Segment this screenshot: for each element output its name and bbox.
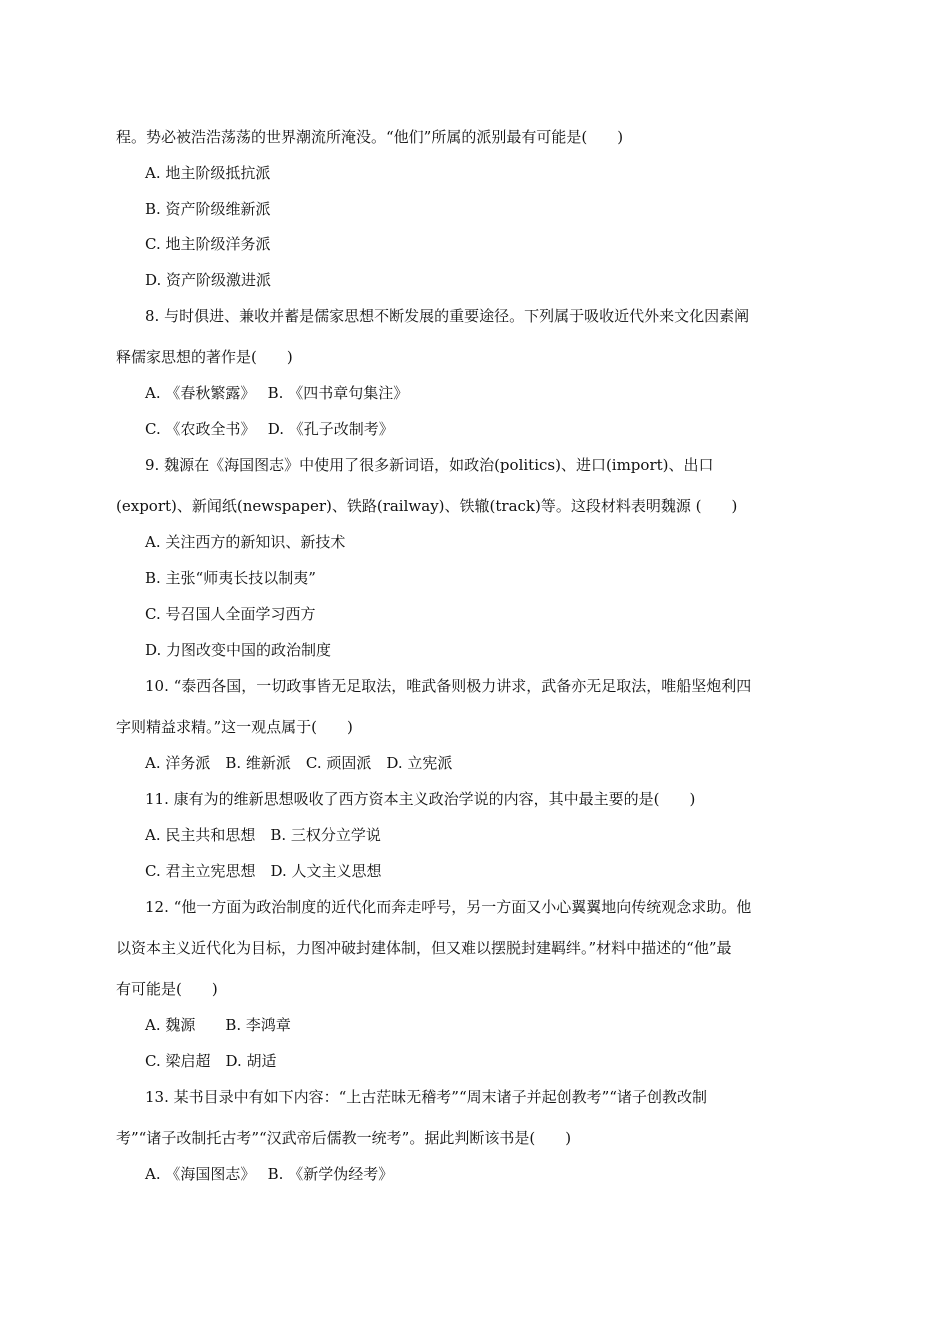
question-line: 12. “他一方面为政治制度的近代化而奔走呼号，另一方面又小心翼翼地向传统观念求助。他: [145, 898, 752, 916]
option-line: B. 资产阶级维新派: [145, 200, 271, 218]
text-line: 考”“诸子改制托古考”“汉武帝后儒教一统考”。据此判断该书是( ): [116, 1129, 572, 1147]
option-line: D. 资产阶级激进派: [145, 271, 272, 289]
option-line: A. 《春秋繁露》 B. 《四书章句集注》: [145, 384, 409, 402]
text-line: 有可能是( ): [116, 980, 218, 998]
option-line: A. 《海国图志》 B. 《新学伪经考》: [145, 1165, 394, 1183]
text-line: 程。势必被浩浩荡荡的世界潮流所淹没。“他们”所属的派别最有可能是( ): [116, 128, 624, 146]
option-line: A. 民主共和思想 B. 三权分立学说: [145, 826, 381, 844]
question-line: 9. 魏源在《海国图志》中使用了很多新词语，如政治(politics)、进口(import)、出口: [145, 456, 714, 474]
option-line: C. 号召国人全面学习西方: [145, 605, 316, 623]
option-line: A. 地主阶级抵抗派: [145, 164, 271, 182]
text-line: 释儒家思想的著作是( ): [116, 348, 293, 366]
option-line: C. 《农政全书》 D. 《孔子改制考》: [145, 420, 394, 438]
option-line: C. 君主立宪思想 D. 人文主义思想: [145, 862, 382, 880]
option-line: B. 主张“师夷长技以制夷”: [145, 569, 316, 587]
option-line: A. 关注西方的新知识、新技术: [145, 533, 346, 551]
question-line: 8. 与时俱进、兼收并蓄是儒家思想不断发展的重要途径。下列属于吸收近代外来文化因素阐: [145, 307, 750, 325]
question-line: 13. 某书目录中有如下内容：“上古茫昧无稽考”“周末诸子并起创教考”“诸子创教改制: [145, 1088, 707, 1106]
option-line: D. 力图改变中国的政治制度: [145, 641, 332, 659]
option-line: A. 魏源 B. 李鸿章: [145, 1016, 291, 1034]
option-line: C. 梁启超 D. 胡适: [145, 1052, 277, 1070]
question-line: 10. “泰西各国，一切政事皆无足取法，唯武备则极力讲求，武备亦无足取法，唯船坚炮利四: [145, 677, 752, 695]
option-line: A. 洋务派 B. 维新派 C. 顽固派 D. 立宪派: [145, 754, 453, 772]
text-line: 以资本主义近代化为目标，力图冲破封建体制，但又难以摆脱封建羁绊。”材料中描述的“他”最: [116, 939, 732, 957]
text-line: (export)、新闻纸(newspaper)、铁路(railway)、铁辙(track)等。这段材料表明魏源 ( ): [116, 497, 738, 515]
option-line: C. 地主阶级洋务派: [145, 235, 271, 253]
text-line: 字则精益求精。”这一观点属于( ): [116, 718, 353, 736]
question-line: 11. 康有为的维新思想吸收了西方资本主义政治学说的内容，其中最主要的是( ): [145, 790, 696, 808]
